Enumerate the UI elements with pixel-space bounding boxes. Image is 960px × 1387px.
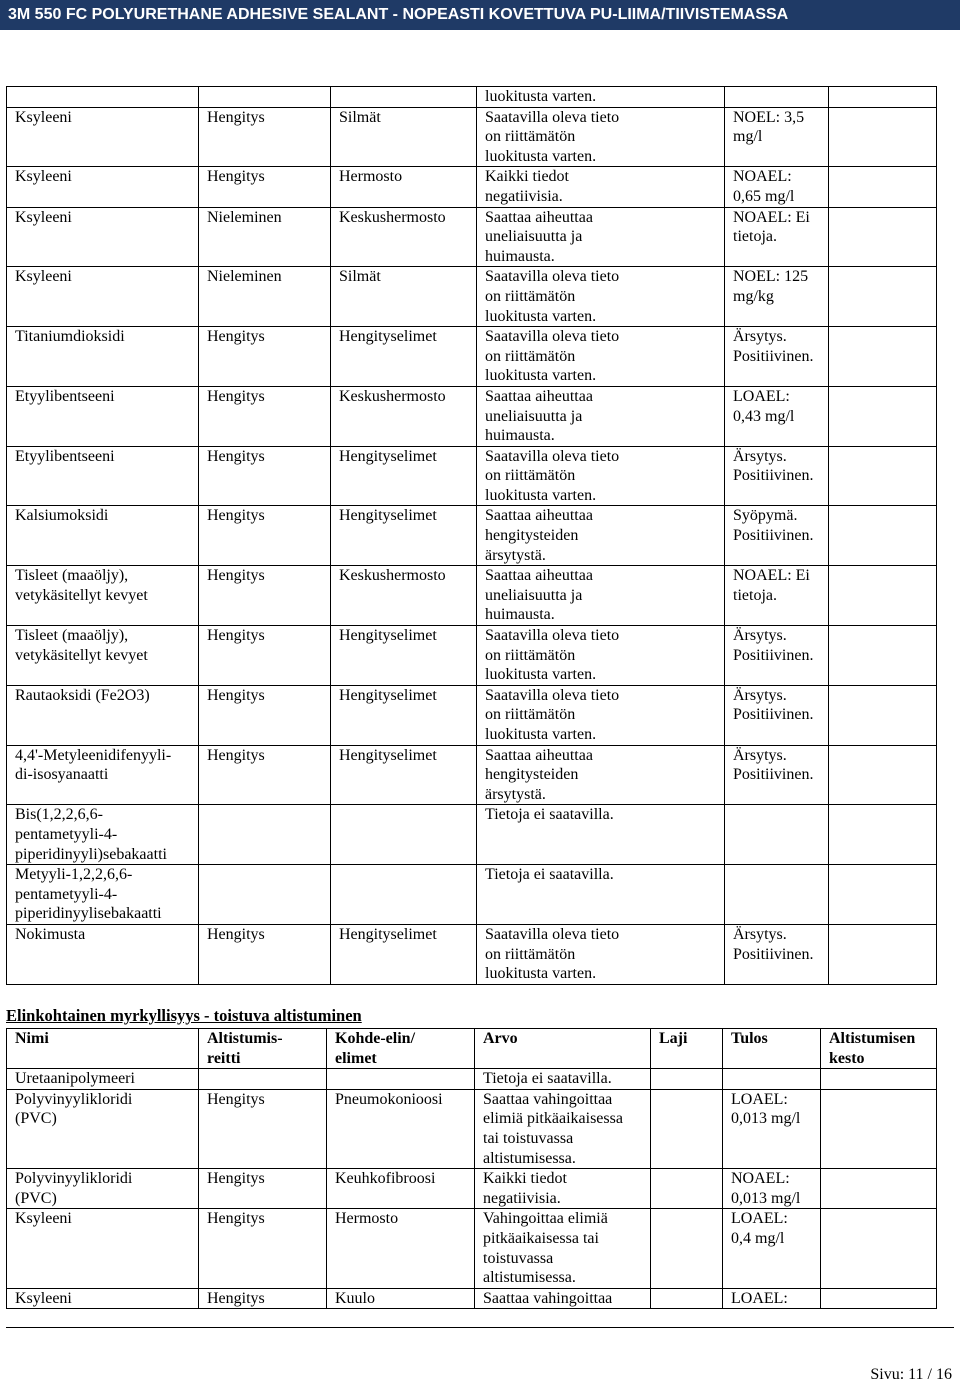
- cell-nimi: Polyvinyylikloridi (PVC): [7, 1169, 199, 1209]
- result: Ärsytys. Positiivinen.: [725, 685, 829, 745]
- value-text: Saatavilla oleva tieto on riittämätön luokitusta varten.: [477, 327, 725, 387]
- species: [829, 865, 937, 925]
- table-row: [7, 386, 937, 446]
- species: [829, 167, 937, 207]
- cell-arvo: Saattaa vahingoittaa: [475, 1288, 651, 1309]
- exposure-route: [199, 865, 331, 925]
- result: NOAEL: 0,65 mg/l: [725, 167, 829, 207]
- exposure-route: Hengitys: [199, 107, 331, 167]
- result: Syöpymä. Positiivinen.: [725, 506, 829, 566]
- target-organ: Hengityselimet: [331, 685, 477, 745]
- column-header: Kohde-elin/ elimet: [327, 1029, 475, 1069]
- substance-name: Ksyleeni: [7, 107, 199, 167]
- value-text: Kaikki tiedot negatiivisia.: [477, 167, 725, 207]
- cell-tulos: LOAEL:: [723, 1288, 821, 1309]
- substance-name: 4,4'-Metyleenidifenyyli- di-isosyanaatti: [7, 745, 199, 805]
- target-organ: Hengityselimet: [331, 924, 477, 984]
- substance-name: Nokimusta: [7, 924, 199, 984]
- table-row: [7, 805, 937, 865]
- table-row: [7, 107, 937, 167]
- value-text: Saattaa aiheuttaa uneliaisuutta ja huimausta.: [477, 566, 725, 626]
- document-title: 3M 550 FC POLYURETHANE ADHESIVE SEALANT - NOPEASTI KOVETTUVA PU-LIIMA/TIIVISTEMASSA: [8, 6, 789, 23]
- substance-name: Kalsiumoksidi: [7, 506, 199, 566]
- target-organ: Hengityselimet: [331, 745, 477, 805]
- exposure-route: Nieleminen: [199, 207, 331, 267]
- table-row: [7, 626, 937, 686]
- result: [725, 865, 829, 925]
- table-row: [7, 1089, 937, 1168]
- value-text: Saattaa aiheuttaa uneliaisuutta ja huimausta.: [477, 386, 725, 446]
- species: [829, 805, 937, 865]
- species: [829, 446, 937, 506]
- table-row: [7, 506, 937, 566]
- continuation-text: luokitusta varten.: [477, 87, 725, 108]
- repeated-exposure-table: [6, 1028, 937, 1309]
- value-text: Saatavilla oleva tieto on riittämätön luokitusta varten.: [477, 924, 725, 984]
- target-organ: Keskushermosto: [331, 386, 477, 446]
- result: [725, 805, 829, 865]
- exposure-route: Hengitys: [199, 685, 331, 745]
- target-organ: [331, 865, 477, 925]
- cell-arvo: Tietoja ei saatavilla.: [475, 1069, 651, 1090]
- cell-kesto: [821, 1069, 937, 1090]
- footer-divider: [6, 1327, 954, 1328]
- cell-elin: Keuhkofibroosi: [327, 1169, 475, 1209]
- exposure-route: Hengitys: [199, 626, 331, 686]
- exposure-route: [199, 805, 331, 865]
- cell-reitti: [199, 1069, 327, 1090]
- table-row: [7, 1288, 937, 1309]
- target-organ: Hermosto: [331, 167, 477, 207]
- exposure-route: Hengitys: [199, 446, 331, 506]
- table-row: [7, 207, 937, 267]
- table-row: [7, 745, 937, 805]
- cell-arvo: Saattaa vahingoittaa elimiä pitkäaikaisessa tai toistuvassa altistumisessa.: [475, 1089, 651, 1168]
- target-organ: Keskushermosto: [331, 566, 477, 626]
- table-header-row: [7, 1029, 937, 1069]
- column-header: Nimi: [7, 1029, 199, 1069]
- exposure-route: Hengitys: [199, 924, 331, 984]
- species: [829, 506, 937, 566]
- substance-name: Tisleet (maaöljy), vetykäsitellyt kevyet: [7, 566, 199, 626]
- cell-nimi: Ksyleeni: [7, 1209, 199, 1288]
- document-header-bar: [0, 0, 960, 30]
- cell-laji: [651, 1288, 723, 1309]
- target-organ: Hengityselimet: [331, 446, 477, 506]
- cell-laji: [651, 1209, 723, 1288]
- species: [829, 327, 937, 387]
- result: Ärsytys. Positiivinen.: [725, 626, 829, 686]
- table-row: [7, 566, 937, 626]
- species: [829, 566, 937, 626]
- species: [829, 107, 937, 167]
- table-row: [7, 685, 937, 745]
- target-organ: Hengityselimet: [331, 327, 477, 387]
- column-header: Tulos: [723, 1029, 821, 1069]
- table-row: [7, 865, 937, 925]
- table-row-continuation: [7, 87, 937, 108]
- value-text: Tietoja ei saatavilla.: [477, 805, 725, 865]
- value-text: Tietoja ei saatavilla.: [477, 865, 725, 925]
- cell-reitti: Hengitys: [199, 1209, 327, 1288]
- cell-laji: [651, 1089, 723, 1168]
- species: [829, 386, 937, 446]
- cell-elin: Hermosto: [327, 1209, 475, 1288]
- result: NOAEL: Ei tietoja.: [725, 207, 829, 267]
- cell-elin: Pneumokonioosi: [327, 1089, 475, 1168]
- value-text: Saattaa aiheuttaa hengitysteiden ärsytystä.: [477, 506, 725, 566]
- value-text: Saatavilla oleva tieto on riittämätön luokitusta varten.: [477, 626, 725, 686]
- exposure-route: Hengitys: [199, 327, 331, 387]
- value-text: Saattaa aiheuttaa uneliaisuutta ja huimausta.: [477, 207, 725, 267]
- result: LOAEL: 0,43 mg/l: [725, 386, 829, 446]
- result: NOEL: 125 mg/kg: [725, 267, 829, 327]
- species: [829, 626, 937, 686]
- exposure-route: Hengitys: [199, 745, 331, 805]
- cell-laji: [651, 1069, 723, 1090]
- target-organ: Hengityselimet: [331, 506, 477, 566]
- column-header: Altistumisen kesto: [821, 1029, 937, 1069]
- species: [829, 207, 937, 267]
- substance-name: Metyyli-1,2,2,6,6- pentametyyli-4- piperidinyylisebakaatti: [7, 865, 199, 925]
- species: [829, 924, 937, 984]
- table-row: [7, 167, 937, 207]
- target-organ: Hengityselimet: [331, 626, 477, 686]
- column-header: Laji: [651, 1029, 723, 1069]
- substance-name: Etyylibentseeni: [7, 446, 199, 506]
- cell-tulos: NOAEL: 0,013 mg/l: [723, 1169, 821, 1209]
- substance-name: Rautaoksidi (Fe2O3): [7, 685, 199, 745]
- column-header: Altistumis- reitti: [199, 1029, 327, 1069]
- table-row: [7, 1209, 937, 1288]
- substance-name: Ksyleeni: [7, 167, 199, 207]
- exposure-route: Nieleminen: [199, 267, 331, 327]
- table-row: [7, 1069, 937, 1090]
- cell-kesto: [821, 1288, 937, 1309]
- cell-arvo: Vahingoittaa elimiä pitkäaikaisessa tai toistuvassa altistumisessa.: [475, 1209, 651, 1288]
- cell-tulos: LOAEL: 0,013 mg/l: [723, 1089, 821, 1168]
- cell-reitti: Hengitys: [199, 1288, 327, 1309]
- cell-kesto: [821, 1089, 937, 1168]
- substance-name: Bis(1,2,2,6,6- pentametyyli-4- piperidinyyli)sebakaatti: [7, 805, 199, 865]
- cell-kesto: [821, 1169, 937, 1209]
- exposure-route: Hengitys: [199, 167, 331, 207]
- substance-name: Titaniumdioksidi: [7, 327, 199, 387]
- result: Ärsytys. Positiivinen.: [725, 327, 829, 387]
- cell-elin: [327, 1069, 475, 1090]
- cell-arvo: Kaikki tiedot negatiivisia.: [475, 1169, 651, 1209]
- cell-reitti: Hengitys: [199, 1089, 327, 1168]
- substance-name: Tisleet (maaöljy), vetykäsitellyt kevyet: [7, 626, 199, 686]
- cell-nimi: Uretaanipolymeeri: [7, 1069, 199, 1090]
- target-organ: Silmät: [331, 107, 477, 167]
- column-header: Arvo: [475, 1029, 651, 1069]
- table-row: [7, 1169, 937, 1209]
- species: [829, 745, 937, 805]
- table-row: [7, 267, 937, 327]
- result: NOAEL: Ei tietoja.: [725, 566, 829, 626]
- result: Ärsytys. Positiivinen.: [725, 446, 829, 506]
- value-text: Saatavilla oleva tieto on riittämätön luokitusta varten.: [477, 267, 725, 327]
- cell-tulos: LOAEL: 0,4 mg/l: [723, 1209, 821, 1288]
- result: Ärsytys. Positiivinen.: [725, 924, 829, 984]
- value-text: Saatavilla oleva tieto on riittämätön luokitusta varten.: [477, 685, 725, 745]
- cell-laji: [651, 1169, 723, 1209]
- value-text: Saatavilla oleva tieto on riittämätön luokitusta varten.: [477, 107, 725, 167]
- target-organ: Silmät: [331, 267, 477, 327]
- value-text: Saatavilla oleva tieto on riittämätön luokitusta varten.: [477, 446, 725, 506]
- table-row: [7, 327, 937, 387]
- species: [829, 267, 937, 327]
- substance-name: Ksyleeni: [7, 267, 199, 327]
- cell-kesto: [821, 1209, 937, 1288]
- species: [829, 685, 937, 745]
- cell-reitti: Hengitys: [199, 1169, 327, 1209]
- exposure-route: Hengitys: [199, 386, 331, 446]
- target-organ: Keskushermosto: [331, 207, 477, 267]
- exposure-route: Hengitys: [199, 566, 331, 626]
- target-organ: [331, 805, 477, 865]
- page-number: Sivu: 11 / 16: [870, 1366, 952, 1383]
- substance-name: Etyylibentseeni: [7, 386, 199, 446]
- table-row: [7, 924, 937, 984]
- toxicity-table: [6, 86, 937, 985]
- cell-nimi: Ksyleeni: [7, 1288, 199, 1309]
- substance-name: Ksyleeni: [7, 207, 199, 267]
- exposure-route: Hengitys: [199, 506, 331, 566]
- cell-tulos: [723, 1069, 821, 1090]
- table-row: [7, 446, 937, 506]
- cell-nimi: Polyvinyylikloridi (PVC): [7, 1089, 199, 1168]
- cell-elin: Kuulo: [327, 1288, 475, 1309]
- result: NOEL: 3,5 mg/l: [725, 107, 829, 167]
- value-text: Saattaa aiheuttaa hengitysteiden ärsytystä.: [477, 745, 725, 805]
- result: Ärsytys. Positiivinen.: [725, 745, 829, 805]
- section-title: Elinkohtainen myrkyllisyys - toistuva altistuminen: [6, 1006, 362, 1025]
